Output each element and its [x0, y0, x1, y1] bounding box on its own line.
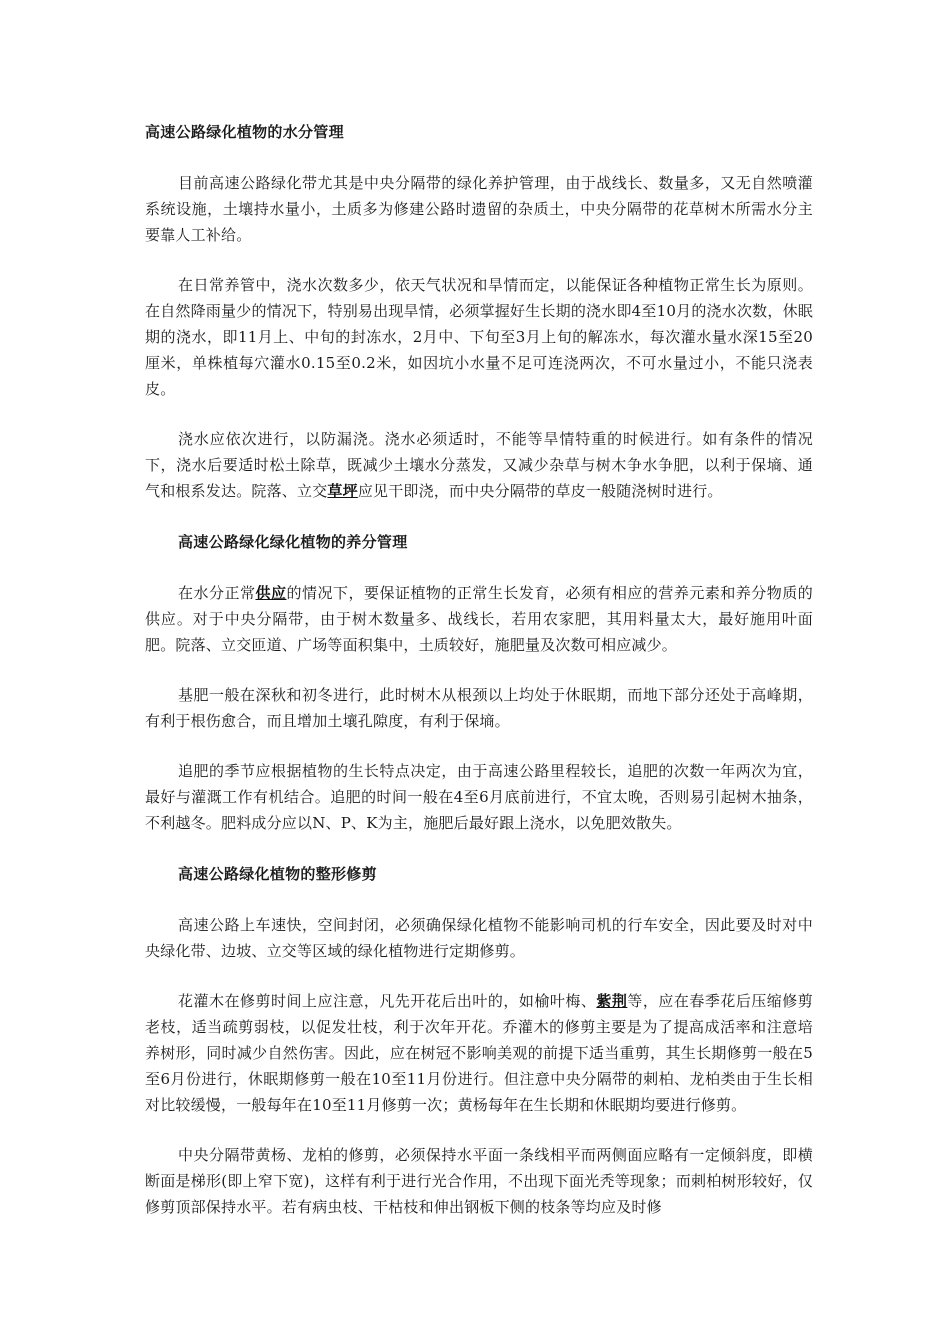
- paragraph-text: 基肥一般在深秋和初冬进行，此时树木从根颈以上均处于休眠期，而地下部分还处于高峰期，有利于根伤愈合，而且增加土壤孔隙度，有利于保墒。: [145, 686, 813, 730]
- paragraph-text: 高速公路上车速快，空间封闭，必须确保绿化植物不能影响司机的行车安全，因此要及时对中央绿化带、边坡、立交等区域的绿化植物进行定期修剪。: [145, 916, 813, 960]
- section-heading-water: 高速公路绿化植物的水分管理: [145, 123, 344, 141]
- paragraph-pruning-2: [145, 988, 813, 1118]
- keyword-link-lawn[interactable]: 草坪: [327, 482, 358, 500]
- paragraph-nutrient-1: [145, 580, 813, 658]
- document-page: [145, 118, 813, 1220]
- paragraph-text: 花灌木在修剪时间上应注意，凡先开花后出叶的，如榆叶梅、: [178, 992, 597, 1010]
- paragraph-text: 追肥的季节应根据植物的生长特点决定，由于高速公路里程较长，追肥的次数一年两次为宜，最好与灌溉工作有机结合。追肥的时间一般在4至6月底前进行，不宜太晚，否则易引起树木抽条，不利越冬。肥料成分应以N、P、K为主，施肥后最好跟上浇水，以免肥效散失。: [145, 762, 813, 832]
- keyword-link-redbud[interactable]: 紫荆: [596, 992, 628, 1010]
- paragraph-water-3: [145, 426, 813, 504]
- paragraph-text: 在日常养管中，浇水次数多少，依天气状况和旱情而定，以能保证各种植物正常生长为原则。在自然降雨量少的情况下，特别易出现旱情，必须掌握好生长期的浇水即4至10月的浇水次数，休眠期的浇水，即11月上、中旬的封冻水，2月中、下旬至3月上旬的解冻水，每次灌水量水深15至20厘米，单株植每穴灌水0.15至0.2米，如因坑小水量不足可连浇两次，不可水量过小，不能只浇表皮。: [145, 276, 813, 398]
- paragraph-nutrient-3: [145, 758, 813, 836]
- keyword-link-supply[interactable]: 供应: [255, 584, 287, 602]
- section-heading-nutrient: 高速公路绿化绿化植物的养分管理: [178, 533, 408, 551]
- paragraph-water-2: [145, 272, 813, 402]
- paragraph-water-1: [145, 170, 813, 248]
- section-heading-pruning: 高速公路绿化植物的整形修剪: [178, 865, 377, 883]
- paragraph-pruning-1: [145, 912, 813, 964]
- paragraph-text: 的情况下，要保证植物的正常生长发育，必须有相应的营养元素和养分物质的供应。对于中央分隔带，由于树木数量多、战线长，若用农家肥，其用料量太大，最好施用叶面肥。院落、立交匝道、广场等面积集中，土质较好，施肥量及次数可相应减少。: [145, 584, 813, 654]
- paragraph-nutrient-2: [145, 682, 813, 734]
- paragraph-text: 目前高速公路绿化带尤其是中央分隔带的绿化养护管理，由于战线长、数量多，又无自然喷灌系统设施，土壤持水量小，土质多为修建公路时遗留的杂质土，中央分隔带的花草树木所需水分主要靠人工补给。: [145, 174, 813, 244]
- paragraph-text: 在水分正常: [178, 584, 256, 602]
- paragraph-text: 等，应在春季花后压缩修剪老枝，适当疏剪弱枝，以促发壮枝，利于次年开花。乔灌木的修剪主要是为了提高成活率和注意培养树形，同时减少自然伤害。因此，应在树冠不影响美观的前提下适当重剪，其生长期修剪一般在5至6月份进行，休眠期修剪一般在10至11月份进行。但注意中央分隔带的刺柏、龙柏类由于生长相对比较缓慢，一般每年在10至11月修剪一次；黄杨每年在生长期和休眠期均要进行修剪。: [145, 992, 814, 1114]
- paragraph-text: 应见干即浇，而中央分隔带的草皮一般随浇树时进行。: [357, 482, 723, 500]
- paragraph-pruning-3: [145, 1142, 813, 1220]
- paragraph-text: 浇水应依次进行，以防漏浇。浇水必须适时，不能等旱情特重的时候进行。如有条件的情况下，浇水后要适时松土除草，既减少土壤水分蒸发，又减少杂草与树木争水争肥，以利于保墒、通气和根系发达。院落、立交: [145, 430, 813, 500]
- paragraph-text: 中央分隔带黄杨、龙柏的修剪，必须保持水平面一条线相平而两侧面应略有一定倾斜度，即横断面是梯形(即上窄下宽)，这样有利于进行光合作用，不出现下面光秃等现象；而刺柏树形较好，仅修剪顶部保持水平。若有病虫枝、干枯枝和伸出钢板下侧的枝条等均应及时修: [145, 1146, 813, 1216]
